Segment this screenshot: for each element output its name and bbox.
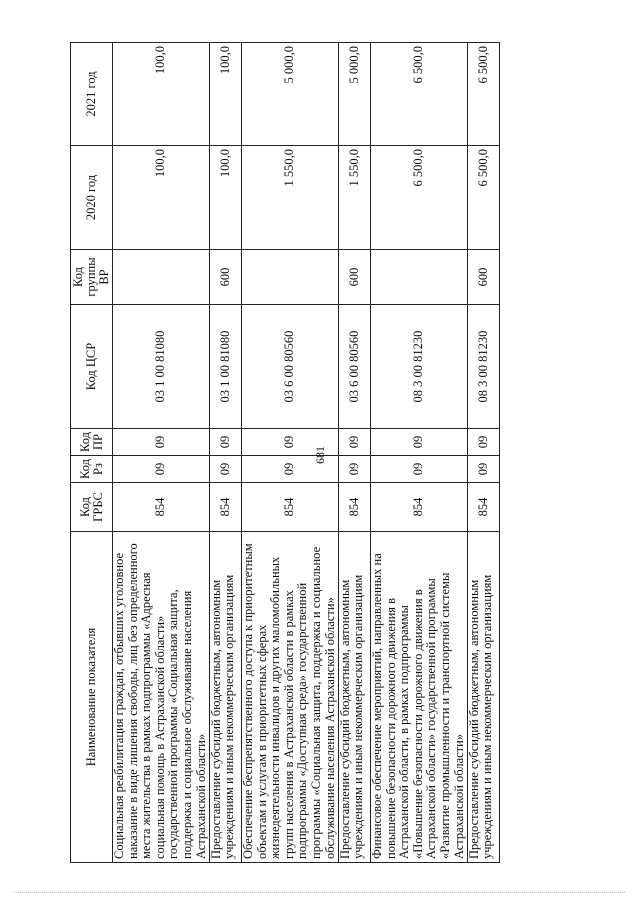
page-number: 681 [313,446,327,464]
page-bottom-edge [14,892,625,893]
row-rz: 09 [241,456,338,483]
row-csr: 03 6 00 80560 [338,305,370,429]
header-pr: Код ПР [71,429,113,456]
header-rz: Код Рз [71,456,113,483]
row-name: Финансовое обеспечение мероприятий, направленных на повышение безопасности дорожного движения в Астраханской области, в рамках подпрограммы «Повышение безопасности дорожного движения в Астраханской области» государственной программы «Развитие промышленности и транспортной системы Астраханской области» [370,532,467,863]
table-row [209,43,241,863]
row-grbs: 854 [467,483,499,532]
header-csr: Код ЦСР [71,305,113,429]
row-2021: 100,0 [209,43,241,146]
header-2020: 2020 год [71,146,113,250]
row-grbs: 854 [209,483,241,532]
row-rz: 09 [338,456,370,483]
row-name: Социальная реабилитация граждан, отбывших уголовное наказание в виде лишения свободы, лиц без определенного места жительства в рамках подпрограммы «Адресная социальная помощь в Астраханской области» государственной программы «Социальная защита, поддержка и социальное обслуживание населения Астраханской области» [113,532,210,863]
row-name: Предоставление субсидий бюджетным, автономным учреждениям и иным некоммерческим организациям [467,532,499,863]
row-2021: 5 000,0 [338,43,370,146]
row-2020: 1 550,0 [241,146,338,250]
row-2021: 6 500,0 [370,43,467,146]
row-vr [370,250,467,305]
table-row [338,43,370,863]
row-csr: 08 3 00 81230 [370,305,467,429]
row-grbs: 854 [113,483,210,532]
row-csr: 03 1 00 81080 [113,305,210,429]
row-pr: 09 [209,429,241,456]
row-2020: 100,0 [113,146,210,250]
row-2021: 100,0 [113,43,210,146]
row-rz: 09 [467,456,499,483]
row-csr: 03 6 00 80560 [241,305,338,429]
row-grbs: 854 [370,483,467,532]
row-vr: 600 [338,250,370,305]
row-vr [113,250,210,305]
row-grbs: 854 [338,483,370,532]
table-header-row [71,43,113,863]
row-name: Предоставление субсидий бюджетным, автономным учреждениям и иным некоммерческим организациям [209,532,241,863]
table-row [113,43,210,863]
row-name: Обеспечение беспрепятственного доступа к приоритетным объектам и услугам в приоритетных сферах жизнедеятельности инвалидов и других маломобильных групп населения в Астраханской области в рамках подпрограммы «Доступная среда» государственной программы «Социальная защита, поддержка и социальное обслуживание населения Астраханской области» [241,532,338,863]
row-pr: 09 [338,429,370,456]
row-csr: 03 1 00 81080 [209,305,241,429]
budget-table-container [70,43,500,863]
row-pr: 09 [113,429,210,456]
table-row [370,43,467,863]
row-pr: 09 [241,429,338,456]
row-pr: 09 [370,429,467,456]
budget-table [70,42,500,863]
table-row [467,43,499,863]
row-rz: 09 [113,456,210,483]
header-vr: Код группы ВР [71,250,113,305]
row-rz: 09 [370,456,467,483]
row-pr: 09 [467,429,499,456]
row-grbs: 854 [241,483,338,532]
row-2020: 6 500,0 [370,146,467,250]
row-vr [241,250,338,305]
header-grbs: Код ГРБС [71,483,113,532]
row-2021: 5 000,0 [241,43,338,146]
row-rz: 09 [209,456,241,483]
row-vr: 600 [467,250,499,305]
table-row [241,43,338,863]
row-2020: 100,0 [209,146,241,250]
row-2021: 6 500,0 [467,43,499,146]
header-name: Наименование показателя [71,532,113,863]
row-csr: 08 3 00 81230 [467,305,499,429]
header-2021: 2021 год [71,43,113,146]
row-vr: 600 [209,250,241,305]
row-2020: 6 500,0 [467,146,499,250]
row-2020: 1 550,0 [338,146,370,250]
row-name: Предоставление субсидий бюджетным, автономным учреждениям и иным некоммерческим организациям [338,532,370,863]
